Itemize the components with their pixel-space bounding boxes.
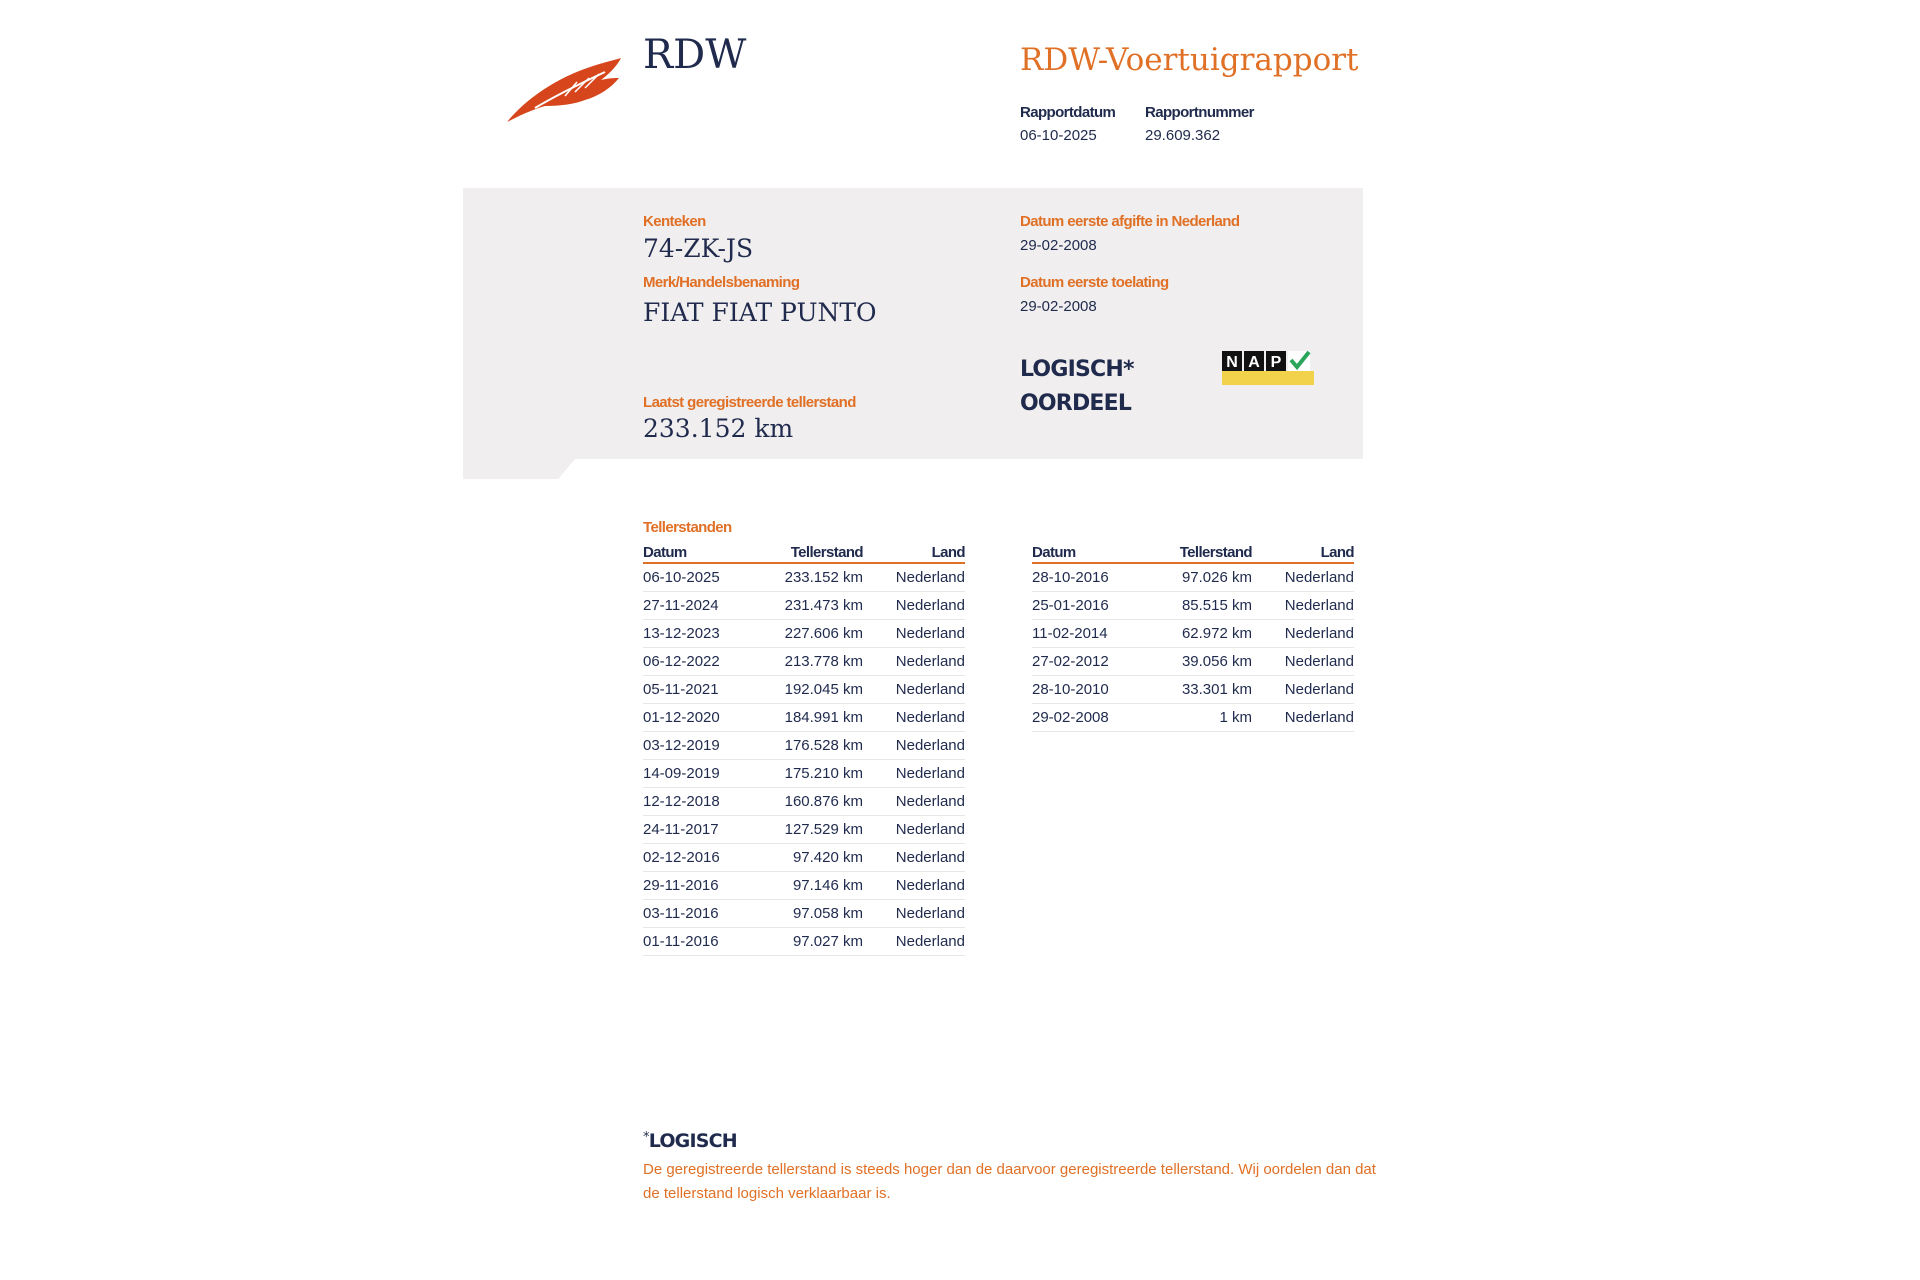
table-row [1032,676,1354,704]
nap-letter-n: N [1226,354,1238,371]
rdw-logo [505,56,623,124]
cell-reading: 127.529 km [784,821,863,838]
cell-reading: 184.991 km [784,709,863,726]
cell-reading: 97.027 km [792,933,863,950]
cell-country: Nederland [895,653,965,670]
cell-country: Nederland [895,597,965,614]
cell-reading: 1 km [1219,709,1252,726]
cell-country: Nederland [1284,597,1354,614]
cell-country: Nederland [1284,681,1354,698]
first-admission-label: Datum eerste toelating [1020,274,1169,291]
verdict-line-1: LOGISCH* [1020,357,1134,382]
cell-reading: 97.058 km [792,905,863,922]
cell-date: 24-11-2017 [643,821,719,838]
col-header-country: Land [1320,544,1354,561]
cell-country: Nederland [1284,709,1354,726]
cell-date: 25-01-2016 [1032,597,1109,614]
footnote-title-text: LOGISCH [648,1130,737,1152]
cell-country: Nederland [895,933,965,950]
table-row [1032,648,1354,676]
cell-date: 03-11-2016 [643,905,719,922]
cell-country: Nederland [895,765,965,782]
table-row [643,564,965,592]
table-row [1032,704,1354,732]
plate-label: Kenteken [643,213,706,230]
table-row [643,788,965,816]
col-header-reading: Tellerstand [790,544,863,561]
cell-reading: 97.026 km [1181,569,1252,586]
cell-reading: 39.056 km [1181,653,1252,670]
cell-date: 13-12-2023 [643,625,720,642]
cell-date: 27-11-2024 [643,597,719,614]
cell-country: Nederland [895,681,965,698]
cell-date: 12-12-2018 [643,793,720,810]
cell-reading: 176.528 km [784,737,863,754]
table-row [1032,564,1354,592]
table-row [643,732,965,760]
col-header-date: Datum [1032,544,1076,561]
readings-section-label: Tellerstanden [643,519,732,536]
first-registration-nl-label: Datum eerste afgifte in Nederland [1020,213,1240,230]
verdict [1020,353,1134,421]
cell-country: Nederland [1284,653,1354,670]
table-body-left [643,564,965,956]
cell-reading: 33.301 km [1181,681,1252,698]
cell-reading: 233.152 km [784,569,863,586]
cell-country: Nederland [895,569,965,586]
readings-table-right [1032,541,1354,732]
table-row [643,844,965,872]
cell-country: Nederland [895,849,965,866]
cell-reading: 192.045 km [784,681,863,698]
report-date: 06-10-2025 [1020,127,1097,144]
cell-date: 11-02-2014 [1032,625,1108,642]
cell-date: 28-10-2016 [1032,569,1109,586]
footnote-text: De geregistreerde tellerstand is steeds hoger dan de daarvoor geregistreerde tellerstand. Wij oordelen dan dat de tellerstand logisch verklaarbaar is. [643,1161,1376,1202]
report-date-label: Rapportdatum [1020,104,1116,121]
cell-reading: 227.606 km [784,625,863,642]
make-value: FIAT FIAT PUNTO [643,298,877,327]
table-row [643,760,965,788]
cell-country: Nederland [895,625,965,642]
nap-logo-badge [1222,349,1314,385]
cell-date: 05-11-2021 [643,681,719,698]
table-row [643,620,965,648]
first-admission-value: 29-02-2008 [1020,298,1097,315]
cell-date: 29-02-2008 [1032,709,1109,726]
cell-date: 14-09-2019 [643,765,720,782]
cell-country: Nederland [895,877,965,894]
cell-country: Nederland [1284,625,1354,642]
cell-reading: 62.972 km [1181,625,1252,642]
readings-table-left [643,541,965,956]
cell-date: 29-11-2016 [643,877,719,894]
cell-date: 03-12-2019 [643,737,720,754]
table-header [643,541,965,564]
table-row [643,592,965,620]
footnote-star: * [643,1130,649,1145]
cell-reading: 175.210 km [784,765,863,782]
cell-country: Nederland [895,737,965,754]
col-header-country: Land [931,544,965,561]
cell-date: 02-12-2016 [643,849,720,866]
cell-reading: 97.146 km [792,877,863,894]
table-body-right [1032,564,1354,732]
table-row [1032,620,1354,648]
table-row [643,900,965,928]
cell-reading: 97.420 km [792,849,863,866]
odometer-label: Laatst geregistreerde tellerstand [643,394,856,411]
cell-country: Nederland [895,709,965,726]
report-number: 29.609.362 [1145,127,1221,144]
cell-country: Nederland [1284,569,1354,586]
table-row [1032,592,1354,620]
nap-letter-a: A [1248,354,1260,371]
cell-date: 01-12-2020 [643,709,720,726]
footnote-title [643,1130,737,1152]
nap-letter-p: P [1270,354,1282,371]
table-row [643,704,965,732]
plate-value: 74-ZK-JS [643,234,754,263]
odometer-value: 233.152 km [643,414,794,443]
table-row [643,676,965,704]
brand-name: RDW [643,32,747,78]
table-row [643,816,965,844]
cell-date: 27-02-2012 [1032,653,1109,670]
cell-date: 28-10-2010 [1032,681,1109,698]
first-registration-nl-value: 29-02-2008 [1020,237,1097,254]
report-title: RDW-Voertuigrapport [1020,42,1359,78]
cell-reading: 85.515 km [1181,597,1252,614]
cell-date: 01-11-2016 [643,933,719,950]
cell-country: Nederland [895,821,965,838]
cell-date: 06-10-2025 [643,569,720,586]
cell-date: 06-12-2022 [643,653,720,670]
cell-reading: 160.876 km [784,793,863,810]
cell-country: Nederland [895,905,965,922]
col-header-date: Datum [643,544,687,561]
report-number-label: Rapportnummer [1145,104,1254,121]
verdict-line-2: OORDEEL [1020,391,1132,416]
table-row [643,648,965,676]
cell-reading: 213.778 km [784,653,863,670]
table-header [1032,541,1354,564]
panel-tail-decoration [463,459,575,479]
table-row [643,872,965,900]
cell-country: Nederland [895,793,965,810]
table-row [643,928,965,956]
col-header-reading: Tellerstand [1179,544,1252,561]
cell-reading: 231.473 km [784,597,863,614]
make-label: Merk/Handelsbenaming [643,274,800,291]
